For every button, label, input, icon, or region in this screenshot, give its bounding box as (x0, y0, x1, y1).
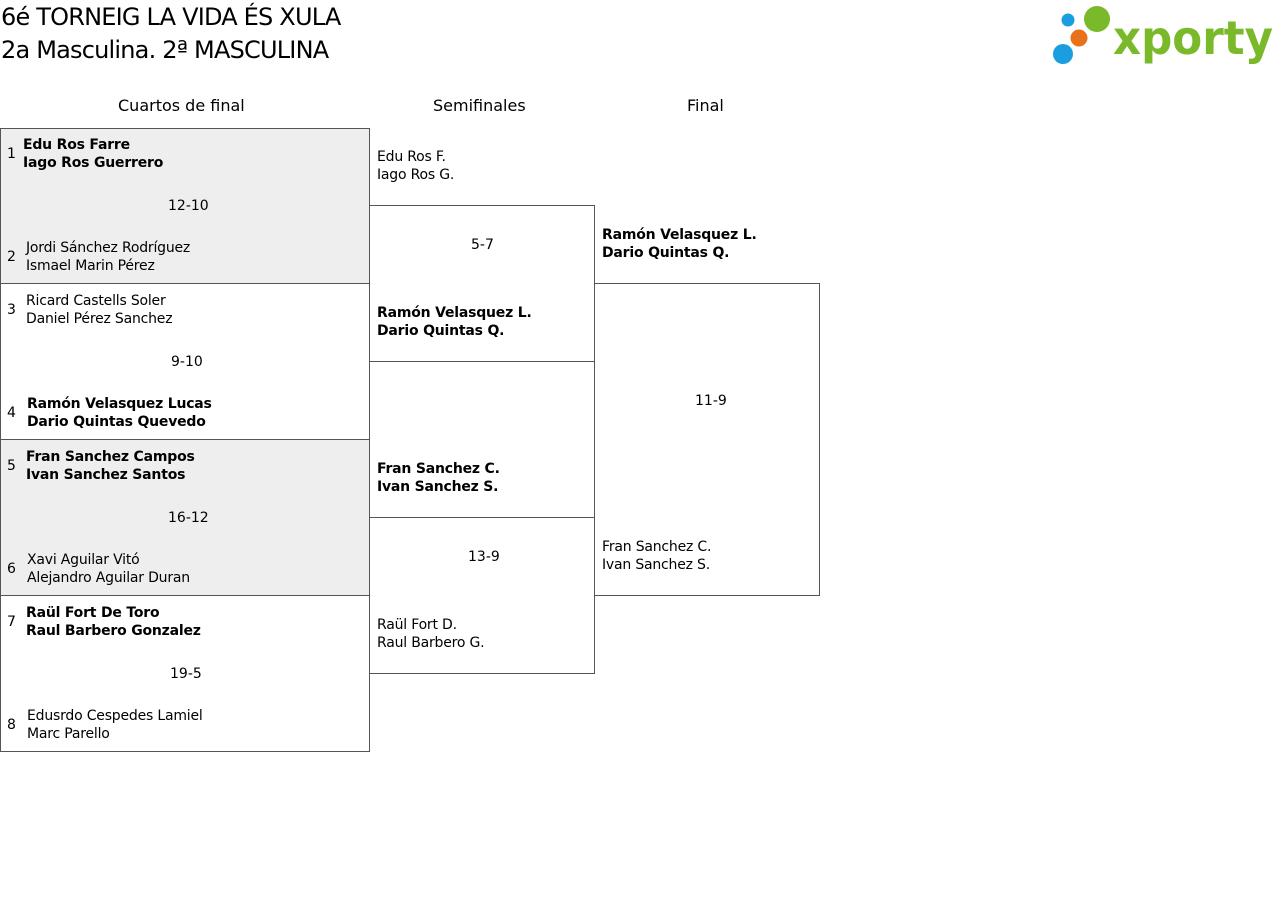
logo-dot-orange (1071, 30, 1088, 47)
player-name: Iago Ros G. (377, 167, 455, 183)
player-name: Alejandro Aguilar Duran (27, 570, 190, 586)
player-name: Ramón Velasquez Lucas (27, 396, 212, 412)
player-name: Ivan Sanchez Santos (26, 467, 186, 483)
seed-number: 7 (7, 614, 16, 630)
player-name: Jordi Sánchez Rodríguez (26, 240, 191, 256)
team-entry-winner (23, 136, 163, 172)
tournament-title: 6é TORNEIG LA VIDA ÉS XULA (1, 3, 341, 31)
team-entry (602, 538, 711, 574)
player-name: Edu Ros F. (377, 149, 446, 165)
team-entry-winner (26, 448, 195, 484)
player-name: Ramón Velasquez L. (602, 227, 757, 243)
match-score: 16-12 (168, 510, 209, 526)
player-name: Ricard Castells Soler (26, 293, 166, 309)
round-header-quarterfinals: Cuartos de final (118, 96, 245, 115)
team-entry-winner (377, 460, 500, 496)
player-name: Dario Quintas Quevedo (27, 414, 206, 430)
seed-number: 6 (7, 561, 16, 577)
player-name: Edusrdo Cespedes Lamiel (27, 708, 203, 724)
player-name: Fran Sanchez C. (602, 539, 712, 555)
match-score: 9-10 (171, 354, 203, 370)
team-entry-winner (602, 226, 757, 262)
player-name: Edu Ros Farre (23, 137, 130, 153)
player-name: Fran Sanchez C. (377, 461, 500, 477)
player-name: Marc Parello (27, 726, 110, 742)
player-name: Ivan Sanchez S. (377, 479, 499, 495)
match-score: 13-9 (468, 549, 500, 565)
team-entry (27, 551, 190, 587)
round-header-semifinals: Semifinales (433, 96, 526, 115)
team-entry (26, 239, 190, 275)
player-name: Daniel Pérez Sanchez (26, 311, 173, 327)
team-entry (377, 148, 454, 184)
seed-number: 8 (7, 717, 16, 733)
player-name: Raul Barbero G. (377, 635, 485, 651)
team-entry-winner (377, 304, 532, 340)
category-subtitle: 2a Masculina. 2ª MASCULINA (1, 36, 329, 64)
match-score: 11-9 (695, 393, 727, 409)
team-entry (27, 707, 203, 743)
seed-number: 3 (7, 302, 16, 318)
seed-number: 2 (7, 249, 16, 265)
player-name: Raul Barbero Gonzalez (26, 623, 201, 639)
xporty-logo[interactable] (1050, 3, 1276, 67)
logo-dot-blue-top (1062, 14, 1075, 27)
player-name: Raül Fort De Toro (26, 605, 160, 621)
player-name: Raül Fort D. (377, 617, 457, 633)
logo-text: xporty (1113, 11, 1274, 65)
match-score: 12-10 (168, 198, 209, 214)
logo-dot-blue-bottom (1053, 44, 1073, 64)
player-name: Iago Ros Guerrero (23, 155, 164, 171)
player-name: Ivan Sanchez S. (602, 557, 710, 573)
player-name: Ramón Velasquez L. (377, 305, 532, 321)
player-name: Dario Quintas Q. (377, 323, 505, 339)
round-header-final: Final (687, 96, 724, 115)
match-score: 5-7 (471, 237, 494, 253)
match-score: 19-5 (170, 666, 202, 682)
player-name: Ismael Marin Pérez (26, 258, 155, 274)
player-name: Dario Quintas Q. (602, 245, 730, 261)
seed-number: 5 (7, 458, 16, 474)
team-entry (26, 292, 172, 328)
seed-number: 4 (7, 405, 16, 421)
logo-dot-green (1084, 6, 1110, 32)
team-entry-winner (26, 604, 201, 640)
player-name: Xavi Aguilar Vitó (27, 552, 140, 568)
seed-number: 1 (7, 146, 16, 162)
team-entry-winner (27, 395, 212, 431)
player-name: Fran Sanchez Campos (26, 449, 195, 465)
team-entry (377, 616, 484, 652)
